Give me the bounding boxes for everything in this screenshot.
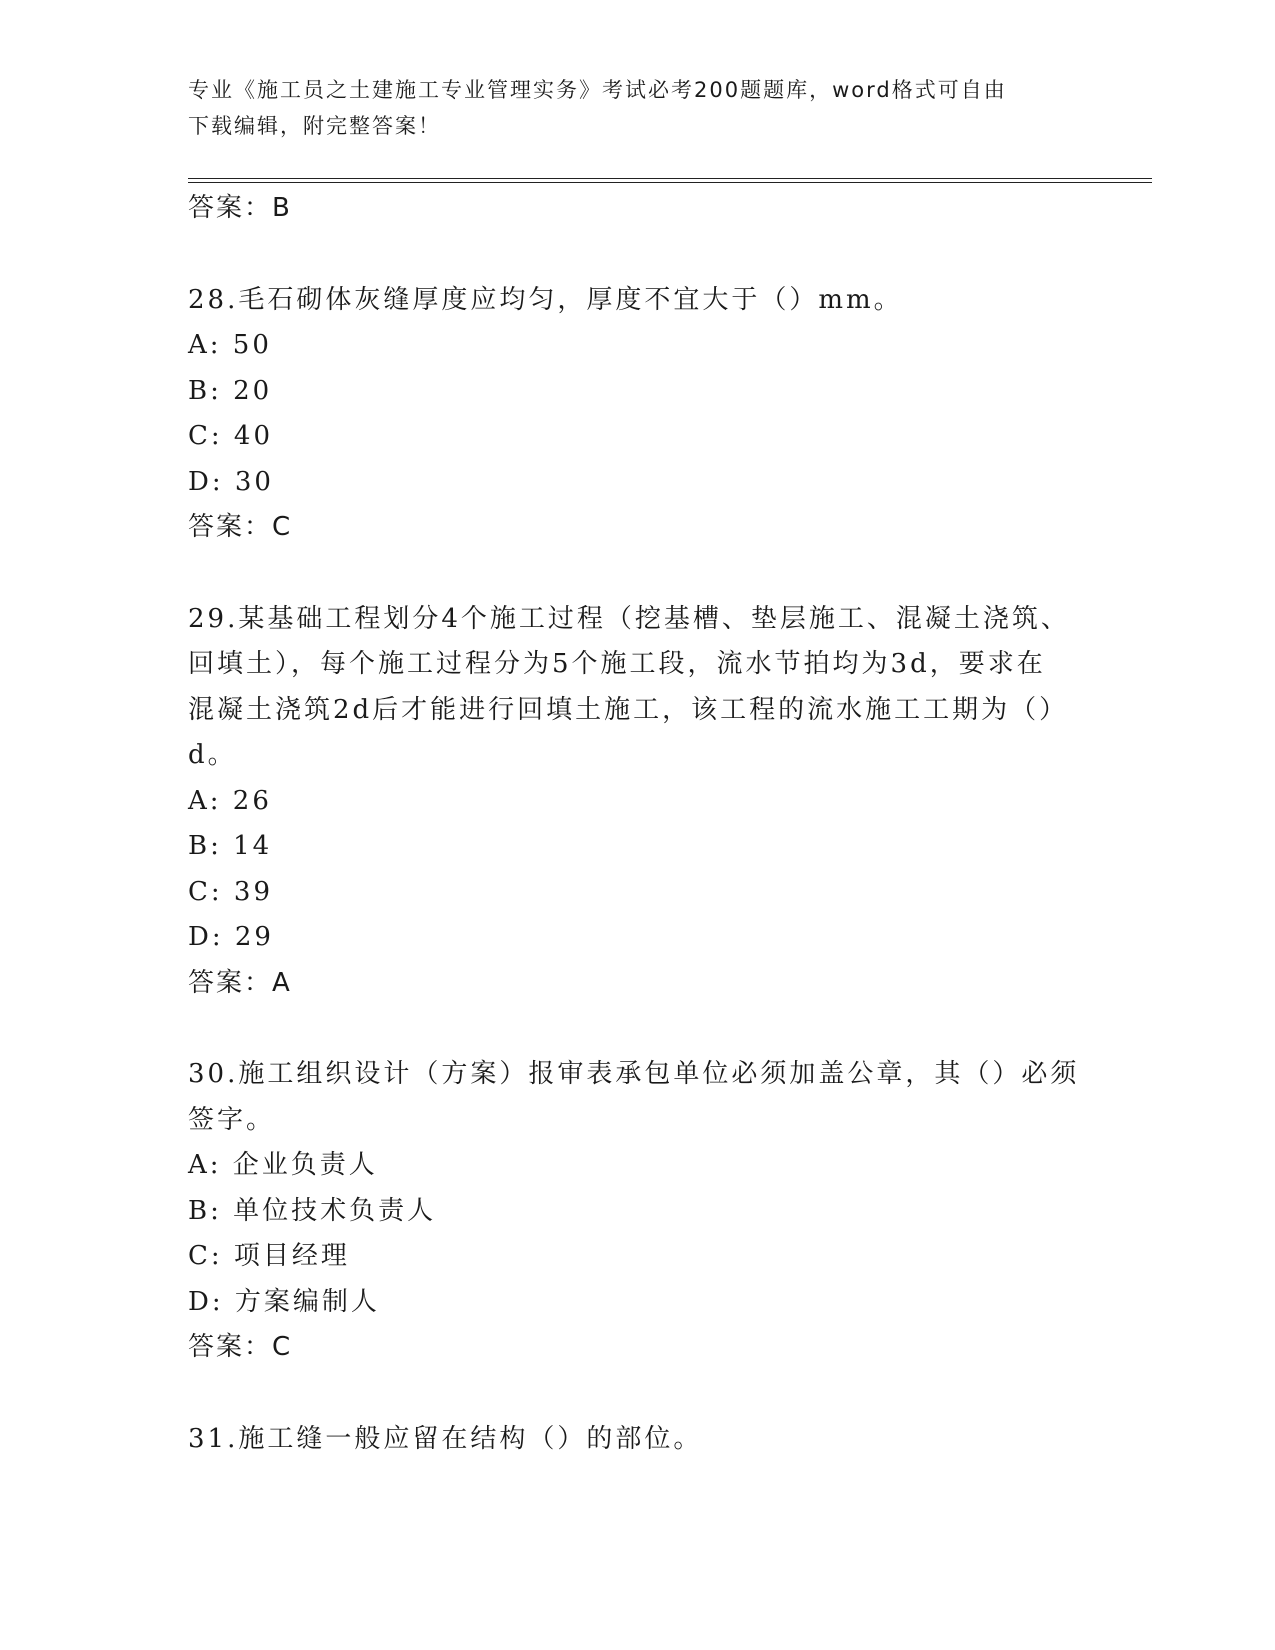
- option-c: C: 项目经理: [188, 1241, 350, 1271]
- stem-line: 回填土），每个施工过程分为5个施工段，流水节拍均为3d，要求在: [188, 649, 1046, 679]
- spacer: [188, 1006, 1088, 1052]
- header-line-1: 专业《施工员之土建施工专业管理实务》考试必考200题题库，word格式可自由: [188, 78, 1007, 102]
- option-d: D: 方案编制人: [188, 1286, 380, 1317]
- stem-line: 28.毛石砌体灰缝厚度应均匀，厚度不宜大于（）mm。: [188, 284, 903, 315]
- spacer: [188, 551, 1088, 597]
- option-b: B: 单位技术负责人: [188, 1195, 437, 1226]
- stem-line: 签字。: [188, 1104, 276, 1135]
- option-a: A: 26: [188, 785, 272, 816]
- question-stem: [188, 597, 1068, 779]
- question-stem: [188, 1052, 1080, 1143]
- question-block: [188, 1417, 1088, 1463]
- stem-line: d。: [188, 740, 237, 770]
- answer-line: 答案：A: [188, 967, 292, 998]
- stem-line: 31.施工缝一般应留在结构（）的部位。: [188, 1423, 703, 1454]
- header-rule-top: [188, 178, 1152, 179]
- document-header: [188, 72, 1088, 144]
- spacer: [188, 1371, 1088, 1417]
- option-b: B: 20: [188, 375, 273, 406]
- question-block: [188, 1052, 1088, 1371]
- option-b: B: 14: [188, 831, 273, 861]
- option-c: C: 40: [188, 421, 274, 451]
- option-c: C: 39: [188, 876, 274, 907]
- previous-answer: 答案：B: [188, 193, 292, 223]
- question-stem: [188, 278, 1068, 324]
- stem-line: 混凝土浇筑2d后才能进行回填土施工，该工程的流水施工工期为（）: [188, 694, 1069, 725]
- option-d: D: 30: [188, 466, 274, 497]
- answer-line: 答案：C: [188, 512, 293, 542]
- stem-line: 29.某基础工程划分4个施工过程（挖基槽、垫层施工、混凝土浇筑、: [188, 603, 1070, 634]
- option-a: A: 50: [188, 330, 272, 360]
- answer-line: 答案：C: [188, 1332, 293, 1362]
- header-line-2: 下载编辑，附完整答案！: [188, 114, 441, 138]
- spacer: [188, 232, 1088, 278]
- question-block: [188, 597, 1088, 1007]
- question-list: [188, 186, 1088, 1462]
- stem-line: 30.施工组织设计（方案）报审表承包单位必须加盖公章，其（）必须: [188, 1059, 1080, 1089]
- option-a: A: 企业负责人: [188, 1150, 378, 1180]
- question-stem: [188, 1417, 1068, 1463]
- header-rule-bottom: [188, 182, 1152, 183]
- option-d: D: 29: [188, 922, 274, 952]
- question-block: [188, 278, 1088, 551]
